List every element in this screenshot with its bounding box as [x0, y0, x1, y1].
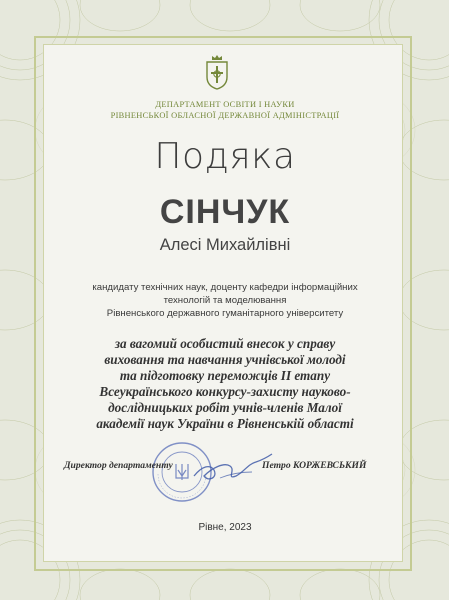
recipient-surname: СІНЧУК — [159, 193, 291, 231]
position-line: кандидату технічних наук, доценту кафедри інформаційних — [92, 282, 358, 293]
signatory-role: Директор департаменту — [64, 460, 173, 471]
signatory-name: Петро КОРЖЕВСЬКИЙ — [262, 460, 367, 471]
merit-line: дослідницьких робіт учнів-членів Малої — [108, 400, 342, 415]
merit-line: за вагомий особистий внесок у справу — [114, 336, 336, 351]
merit-line: та підготовку переможців II етапу — [119, 368, 331, 383]
merit-line: академії наук України в Рівненській області — [96, 416, 354, 431]
position-line: Рівненського державного гуманітарного університету — [106, 308, 344, 319]
position-line: технологій та моделювання — [163, 295, 287, 306]
merit-line: Всеукраїнського конкурсу-захисту науково- — [99, 384, 351, 399]
department-line-1: ДЕПАРТАМЕНТ ОСВІТИ І НАУКИ — [155, 100, 295, 109]
merit-line: виховання та навчання учнівської молоді — [104, 352, 346, 367]
department-line-2: РІВНЕНСЬКОЇ ОБЛАСНОЇ ДЕРЖАВНОЇ АДМІНІСТРАЦІЇ — [110, 111, 340, 120]
place-date: Рівне, 2023 — [198, 522, 252, 533]
regional-coat-of-arms-icon — [203, 53, 231, 91]
certificate-title: Подяка — [154, 136, 296, 177]
recipient-given-names: Алесі Михайлівні — [159, 236, 291, 254]
